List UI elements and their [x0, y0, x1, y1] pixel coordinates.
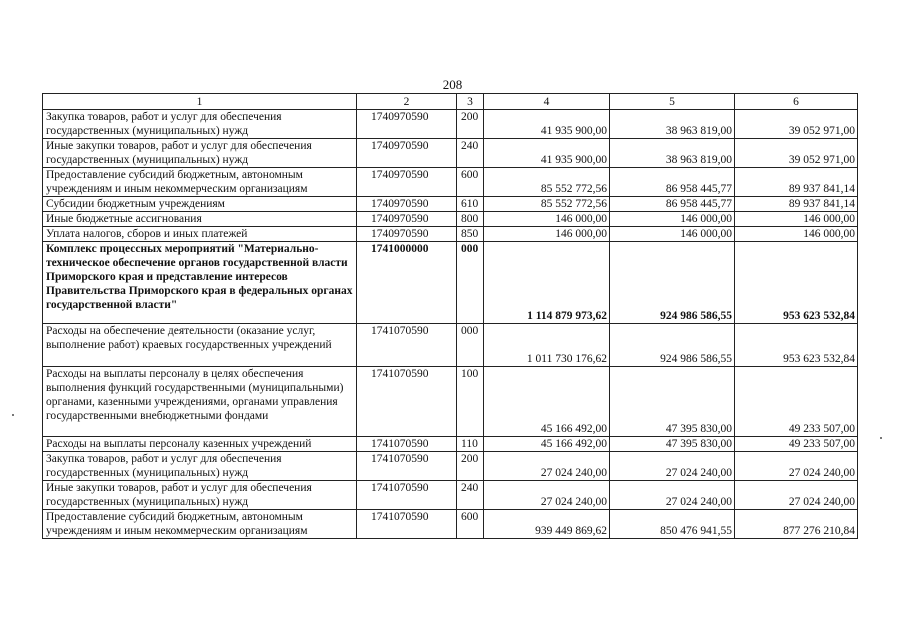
- amount-col6-cell: 877 276 210,84: [735, 510, 858, 539]
- amount-col4-cell: 41 935 900,00: [484, 110, 610, 139]
- scan-speck: [880, 437, 882, 439]
- row-name-cell: Расходы на обеспечение деятельности (оказание услуг, выполнение работ) краевых государственных учреждений: [43, 324, 357, 367]
- expense-type-cell: 240: [457, 481, 484, 510]
- amount-col6-cell: 146 000,00: [735, 227, 858, 242]
- target-article-cell: 1741000000: [357, 242, 457, 324]
- amount-col5-cell: 27 024 240,00: [610, 481, 735, 510]
- row-name-cell: Иные закупки товаров, работ и услуг для обеспечения государственных (муниципальных) нужд: [43, 139, 357, 168]
- amount-col5-cell: 86 958 445,77: [610, 197, 735, 212]
- amount-col4-cell: 146 000,00: [484, 227, 610, 242]
- target-article-cell: 1741070590: [357, 324, 457, 367]
- expense-type-cell: 200: [457, 110, 484, 139]
- page-number: 208: [442, 77, 463, 92]
- budget-table: [42, 93, 858, 539]
- target-article-cell: 1740970590: [357, 227, 457, 242]
- target-article-cell: 1741070590: [357, 452, 457, 481]
- amount-col5-cell: 38 963 819,00: [610, 139, 735, 168]
- amount-col4-cell: 45 166 492,00: [484, 437, 610, 452]
- amount-col4-cell: 146 000,00: [484, 212, 610, 227]
- amount-col5-cell: 47 395 830,00: [610, 367, 735, 437]
- table-row: [43, 212, 858, 227]
- expense-type-cell: 610: [457, 197, 484, 212]
- expense-type-cell: 600: [457, 168, 484, 197]
- amount-col5-cell: 924 986 586,55: [610, 324, 735, 367]
- expense-type-cell: 000: [457, 242, 484, 324]
- amount-col4-cell: 41 935 900,00: [484, 139, 610, 168]
- expense-type-cell: 240: [457, 139, 484, 168]
- row-name-cell: Субсидии бюджетным учреждениям: [43, 197, 357, 212]
- expense-type-cell: 110: [457, 437, 484, 452]
- table-row: [43, 242, 858, 324]
- amount-col4-cell: 45 166 492,00: [484, 367, 610, 437]
- amount-col4-cell: 27 024 240,00: [484, 481, 610, 510]
- expense-type-cell: 000: [457, 324, 484, 367]
- table-row: [43, 197, 858, 212]
- table-row: [43, 510, 858, 539]
- row-name-cell: Закупка товаров, работ и услуг для обеспечения государственных (муниципальных) нужд: [43, 110, 357, 139]
- row-name-cell: Комплекс процессных мероприятий "Материально-техническое обеспечение органов государственной власти Приморского края и представление интересов Правительства Приморского края в федеральных органах государственной власти": [43, 242, 357, 324]
- target-article-cell: 1741070590: [357, 510, 457, 539]
- scan-speck: [12, 414, 14, 416]
- row-name-cell: Предоставление субсидий бюджетным, автономным учреждениям и иным некоммерческим организациям: [43, 168, 357, 197]
- expense-type-cell: 200: [457, 452, 484, 481]
- amount-col4-cell: 27 024 240,00: [484, 452, 610, 481]
- table-row: [43, 367, 858, 437]
- target-article-cell: 1740970590: [357, 168, 457, 197]
- column-number-1: 1: [43, 94, 357, 110]
- column-number-5: 5: [610, 94, 735, 110]
- target-article-cell: 1741070590: [357, 481, 457, 510]
- table-row: [43, 168, 858, 197]
- amount-col6-cell: 27 024 240,00: [735, 481, 858, 510]
- amount-col6-cell: 39 052 971,00: [735, 139, 858, 168]
- amount-col4-cell: 85 552 772,56: [484, 168, 610, 197]
- row-name-cell: Предоставление субсидий бюджетным, автономным учреждениям и иным некоммерческим организациям: [43, 510, 357, 539]
- column-number-2: 2: [357, 94, 457, 110]
- target-article-cell: 1741070590: [357, 367, 457, 437]
- column-number-3: 3: [457, 94, 484, 110]
- table-row: [43, 110, 858, 139]
- amount-col5-cell: 86 958 445,77: [610, 168, 735, 197]
- row-name-cell: Уплата налогов, сборов и иных платежей: [43, 227, 357, 242]
- table-row: [43, 227, 858, 242]
- amount-col5-cell: 47 395 830,00: [610, 437, 735, 452]
- amount-col5-cell: 27 024 240,00: [610, 452, 735, 481]
- amount-col6-cell: 89 937 841,14: [735, 197, 858, 212]
- column-number-4: 4: [484, 94, 610, 110]
- amount-col6-cell: 953 623 532,84: [735, 324, 858, 367]
- amount-col5-cell: 850 476 941,55: [610, 510, 735, 539]
- table-row: [43, 452, 858, 481]
- amount-col4-cell: 1 011 730 176,62: [484, 324, 610, 367]
- expense-type-cell: 600: [457, 510, 484, 539]
- amount-col6-cell: 49 233 507,00: [735, 437, 858, 452]
- amount-col6-cell: 27 024 240,00: [735, 452, 858, 481]
- table-row: [43, 139, 858, 168]
- amount-col5-cell: 38 963 819,00: [610, 110, 735, 139]
- column-number-6: 6: [735, 94, 858, 110]
- row-name-cell: Иные бюджетные ассигнования: [43, 212, 357, 227]
- row-name-cell: Иные закупки товаров, работ и услуг для обеспечения государственных (муниципальных) нужд: [43, 481, 357, 510]
- target-article-cell: 1740970590: [357, 110, 457, 139]
- column-number-row: [43, 94, 858, 110]
- table-row: [43, 324, 858, 367]
- amount-col5-cell: 146 000,00: [610, 212, 735, 227]
- amount-col6-cell: 49 233 507,00: [735, 367, 858, 437]
- amount-col6-cell: 953 623 532,84: [735, 242, 858, 324]
- expense-type-cell: 100: [457, 367, 484, 437]
- target-article-cell: 1740970590: [357, 197, 457, 212]
- amount-col4-cell: 85 552 772,56: [484, 197, 610, 212]
- amount-col6-cell: 89 937 841,14: [735, 168, 858, 197]
- amount-col6-cell: 39 052 971,00: [735, 110, 858, 139]
- amount-col4-cell: 1 114 879 973,62: [484, 242, 610, 324]
- amount-col4-cell: 939 449 869,62: [484, 510, 610, 539]
- table-row: [43, 481, 858, 510]
- expense-type-cell: 850: [457, 227, 484, 242]
- amount-col5-cell: 924 986 586,55: [610, 242, 735, 324]
- expense-type-cell: 800: [457, 212, 484, 227]
- amount-col6-cell: 146 000,00: [735, 212, 858, 227]
- target-article-cell: 1741070590: [357, 437, 457, 452]
- table-row: [43, 437, 858, 452]
- row-name-cell: Закупка товаров, работ и услуг для обеспечения государственных (муниципальных) нужд: [43, 452, 357, 481]
- target-article-cell: 1740970590: [357, 212, 457, 227]
- amount-col5-cell: 146 000,00: [610, 227, 735, 242]
- target-article-cell: 1740970590: [357, 139, 457, 168]
- row-name-cell: Расходы на выплаты персоналу казенных учреждений: [43, 437, 357, 452]
- row-name-cell: Расходы на выплаты персоналу в целях обеспечения выполнения функций государственными (муниципальными) органами, казенными учреждениями, органами управления государственными внебюджетными фондами: [43, 367, 357, 437]
